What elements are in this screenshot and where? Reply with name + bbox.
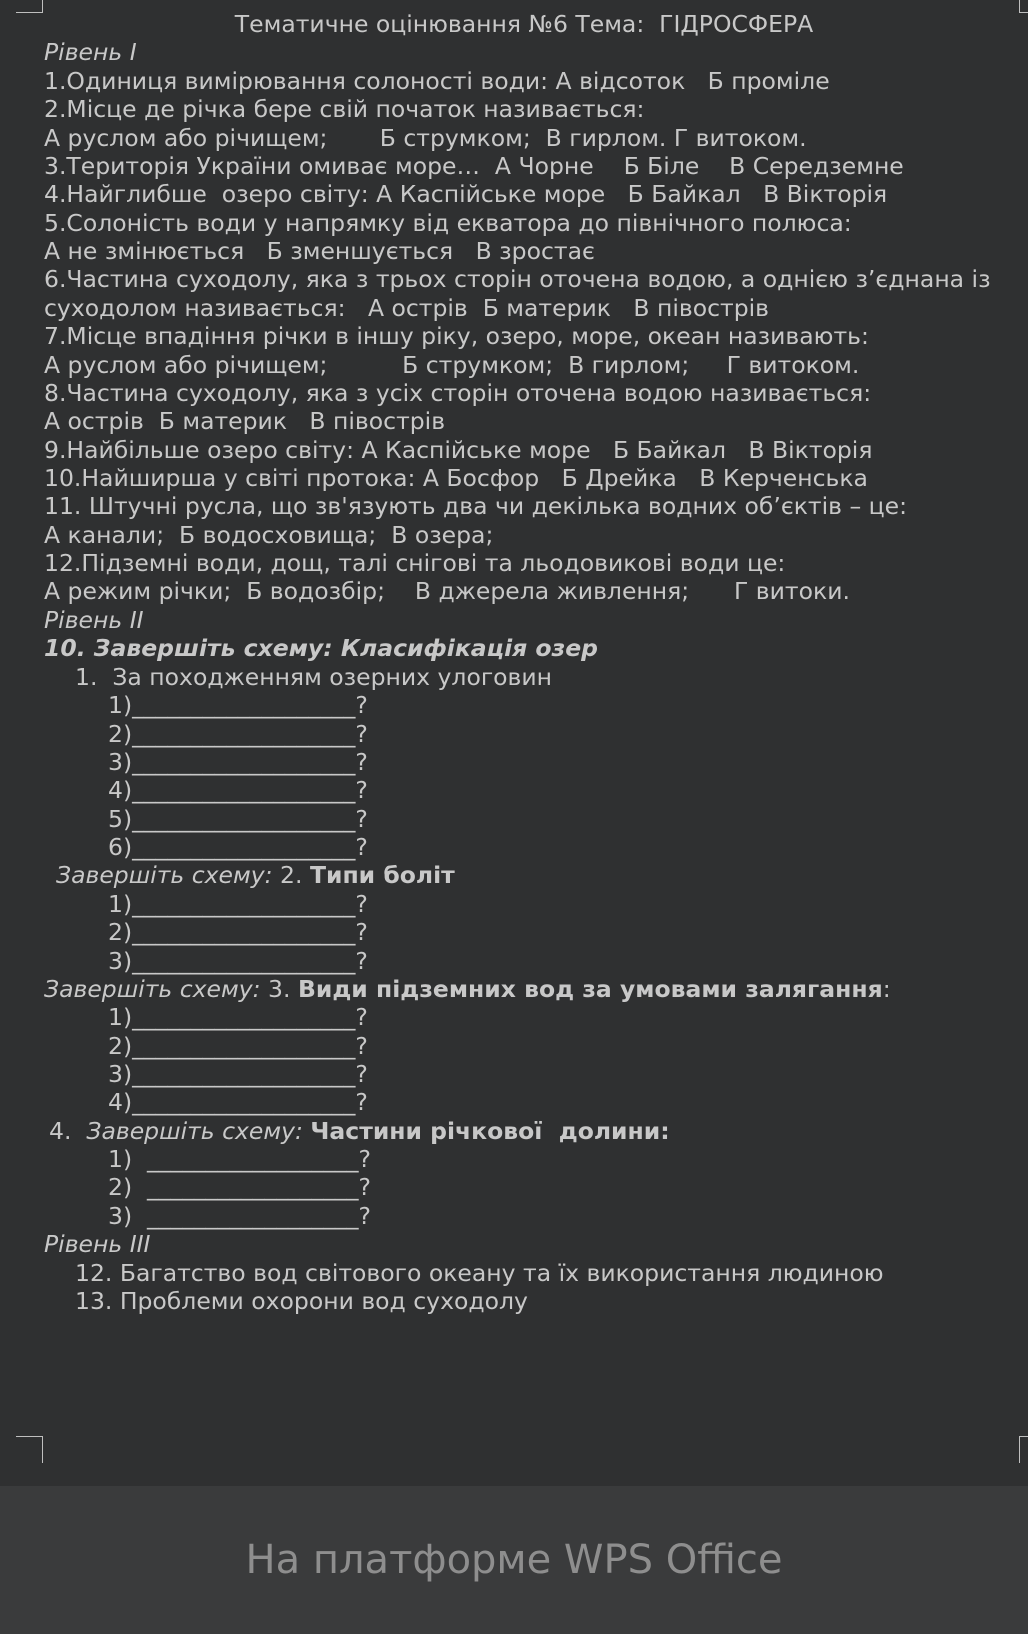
scheme-10-title: Класифікація озер — [340, 634, 598, 662]
scheme-10-prefix: 10. Завершіть схему: — [44, 634, 341, 662]
blank-answer-line: 2)___________________? — [108, 720, 368, 748]
question-line: 1.Одиниця вимірювання солоності води: А відсоток Б проміле — [44, 67, 830, 95]
scheme-3-colon: : — [882, 975, 891, 1003]
scheme-1-heading: 1. За походженням озерних улоговин — [75, 663, 553, 691]
blank-answer-line: 3)___________________? — [108, 947, 368, 975]
question-line: суходолом називається: А острів Б материк В півострів — [44, 294, 769, 322]
crop-mark-top-right — [1019, 0, 1028, 13]
scheme-4-heading — [49, 1117, 670, 1146]
scheme-4-number: 4. — [49, 1117, 87, 1145]
crop-mark-bottom-right — [1019, 1436, 1028, 1463]
blank-answer-line: 3)___________________? — [108, 748, 368, 776]
question-line: 12.Підземні води, дощ, талі снігові та льодовикові води це: — [44, 549, 786, 577]
question-line: 2.Місце де річка бере свій початок називається: — [44, 95, 645, 123]
essay-topic-line: 13. Проблеми охорони вод суходолу — [75, 1287, 528, 1315]
blank-answer-line: 1)___________________? — [108, 1003, 368, 1031]
blank-answer-line: 3)___________________? — [108, 1060, 368, 1088]
blank-answer-line: 1) __________________? — [108, 1145, 372, 1173]
question-line: А канали; Б водосховища; В озера; — [44, 521, 494, 549]
question-line: 5.Солоність води у напрямку від екватора до північного полюса: — [44, 209, 852, 237]
blank-answer-line: 2)___________________? — [108, 918, 368, 946]
platform-footer-banner — [0, 1486, 1028, 1634]
scheme-4-prefix: Завершіть схему: — [86, 1117, 311, 1145]
question-line: 7.Місце впадіння річки в іншу ріку, озеро, море, океан називають: — [44, 322, 869, 350]
scheme-2-prefix: Завершіть схему: — [56, 861, 281, 889]
level-3-heading: Рівень ІІІ — [44, 1230, 151, 1258]
platform-footer-text: На платформе WPS Office — [245, 1537, 783, 1583]
question-line: 6.Частина суходолу, яка з трьох сторін оточена водою, а однією з’єднана із — [44, 265, 991, 293]
question-line: А руслом або річищем; Б струмком; В гирлом. Г витоком. — [44, 124, 807, 152]
blank-answer-line: 5)___________________? — [108, 805, 368, 833]
blank-answer-line: 4)___________________? — [108, 1088, 368, 1116]
blank-answer-line: 2)___________________? — [108, 1032, 368, 1060]
blank-answer-line: 4)___________________? — [108, 776, 368, 804]
question-line: 9.Найбільше озеро світу: А Каспійське море Б Байкал В Вікторія — [44, 436, 873, 464]
scheme-3-prefix: Завершіть схему: — [44, 975, 269, 1003]
question-line: 8.Частина суходолу, яка з усіх сторін оточена водою називається: — [44, 379, 872, 407]
question-line: 11. Штучні русла, що зв'язують два чи декілька водних об’єктів – це: — [44, 492, 908, 520]
question-line: А руслом або річищем; Б струмком; В гирлом; Г витоком. — [44, 351, 860, 379]
scheme-4-title: Частини річкової долини: — [310, 1117, 670, 1145]
blank-answer-line: 2) __________________? — [108, 1173, 372, 1201]
question-line: А не змінюється Б зменшується В зростає — [44, 237, 595, 265]
essay-topic-line: 12. Багатство вод світового океану та їх використання людиною — [75, 1259, 884, 1287]
question-line: А режим річки; Б водозбір; В джерела живлення; Г витоки. — [44, 577, 850, 605]
crop-mark-bottom-left — [16, 1436, 43, 1463]
question-line: 10.Найширша у світі протока: А Босфор Б Дрейка В Керченська — [44, 464, 868, 492]
crop-mark-top-left — [16, 0, 43, 13]
scheme-2-title: Типи боліт — [309, 861, 455, 889]
blank-answer-line: 6)___________________? — [108, 833, 368, 861]
blank-answer-line: 1)___________________? — [108, 691, 368, 719]
scheme-10-heading — [44, 634, 598, 663]
blank-answer-line: 3) __________________? — [108, 1202, 372, 1230]
blank-answer-line: 1)___________________? — [108, 890, 368, 918]
scheme-3-number: 3. — [268, 975, 298, 1003]
document-title: Тематичне оцінювання №6 Тема: ГІДРОСФЕРА — [234, 10, 814, 38]
scheme-2-number: 2. — [280, 861, 310, 889]
scheme-3-title: Види підземних вод за умовами залягання — [297, 975, 883, 1003]
scheme-2-heading — [56, 861, 455, 890]
question-line: 4.Найглибше озеро світу: А Каспійське море Б Байкал В Вікторія — [44, 180, 888, 208]
level-2-heading: Рівень ІІ — [44, 606, 144, 634]
scheme-3-heading — [44, 975, 891, 1004]
question-line: 3.Територія України омиває море… А Чорне Б Біле В Середземне — [44, 152, 904, 180]
question-line: А острів Б материк В півострів — [44, 407, 446, 435]
level-1-heading: Рівень І — [44, 38, 137, 66]
